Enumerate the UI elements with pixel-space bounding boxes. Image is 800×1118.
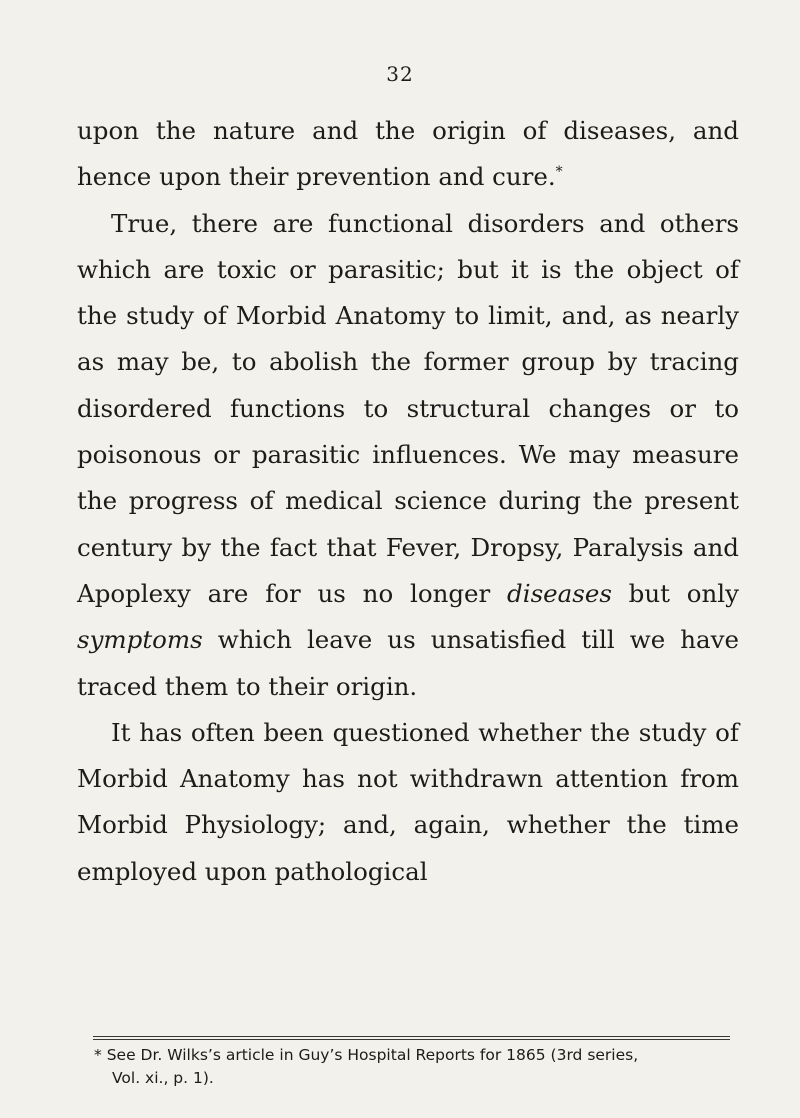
paragraph-functional-disorders — [77, 201, 739, 710]
italic-symptoms: symptoms — [77, 625, 203, 655]
footnote-line-1: See Dr. Wilks’s article in Guy’s Hospital Reports for 1865 (3rd series, — [106, 1046, 639, 1064]
body-text — [77, 108, 739, 895]
paragraph-2-part-3: which leave us unsatisfied till we have traced them to their origin. — [77, 625, 739, 701]
italic-diseases: diseases — [507, 578, 612, 608]
paragraph-2-part-1: True, there are functional disorders and others which are toxic or parasitic; but it is the object of the study of Morbid Anatomy to limit, and, as nearly as may be, to abolish the former group by tracing disordered functions to structural changes or to poisonous or parasitic influences. We may measure the progress of medical science during the present century by the fact that Fever, Dropsy, Paralysis and Apoplexy are for us no longer — [77, 208, 739, 608]
footnote-reference: * — [555, 164, 563, 181]
footnote-divider — [93, 1036, 730, 1040]
footnote — [94, 1044, 744, 1090]
footnote-mark: * — [94, 1046, 102, 1064]
page-number: 32 — [386, 62, 414, 86]
footnote-line-2: Vol. xi., p. 1). — [112, 1069, 214, 1087]
paragraph-1-text: upon the nature and the origin of diseases, and hence upon their prevention and cure. — [77, 116, 739, 192]
paragraph-questioned — [77, 710, 739, 895]
paragraph-continued — [77, 108, 739, 201]
paragraph-3-text: It has often been questioned whether the study of Morbid Anatomy has not withdrawn attention from Morbid Physiology; and, again, whether the time employed upon pathological — [77, 717, 739, 886]
paragraph-2-part-2: but only — [611, 578, 739, 608]
